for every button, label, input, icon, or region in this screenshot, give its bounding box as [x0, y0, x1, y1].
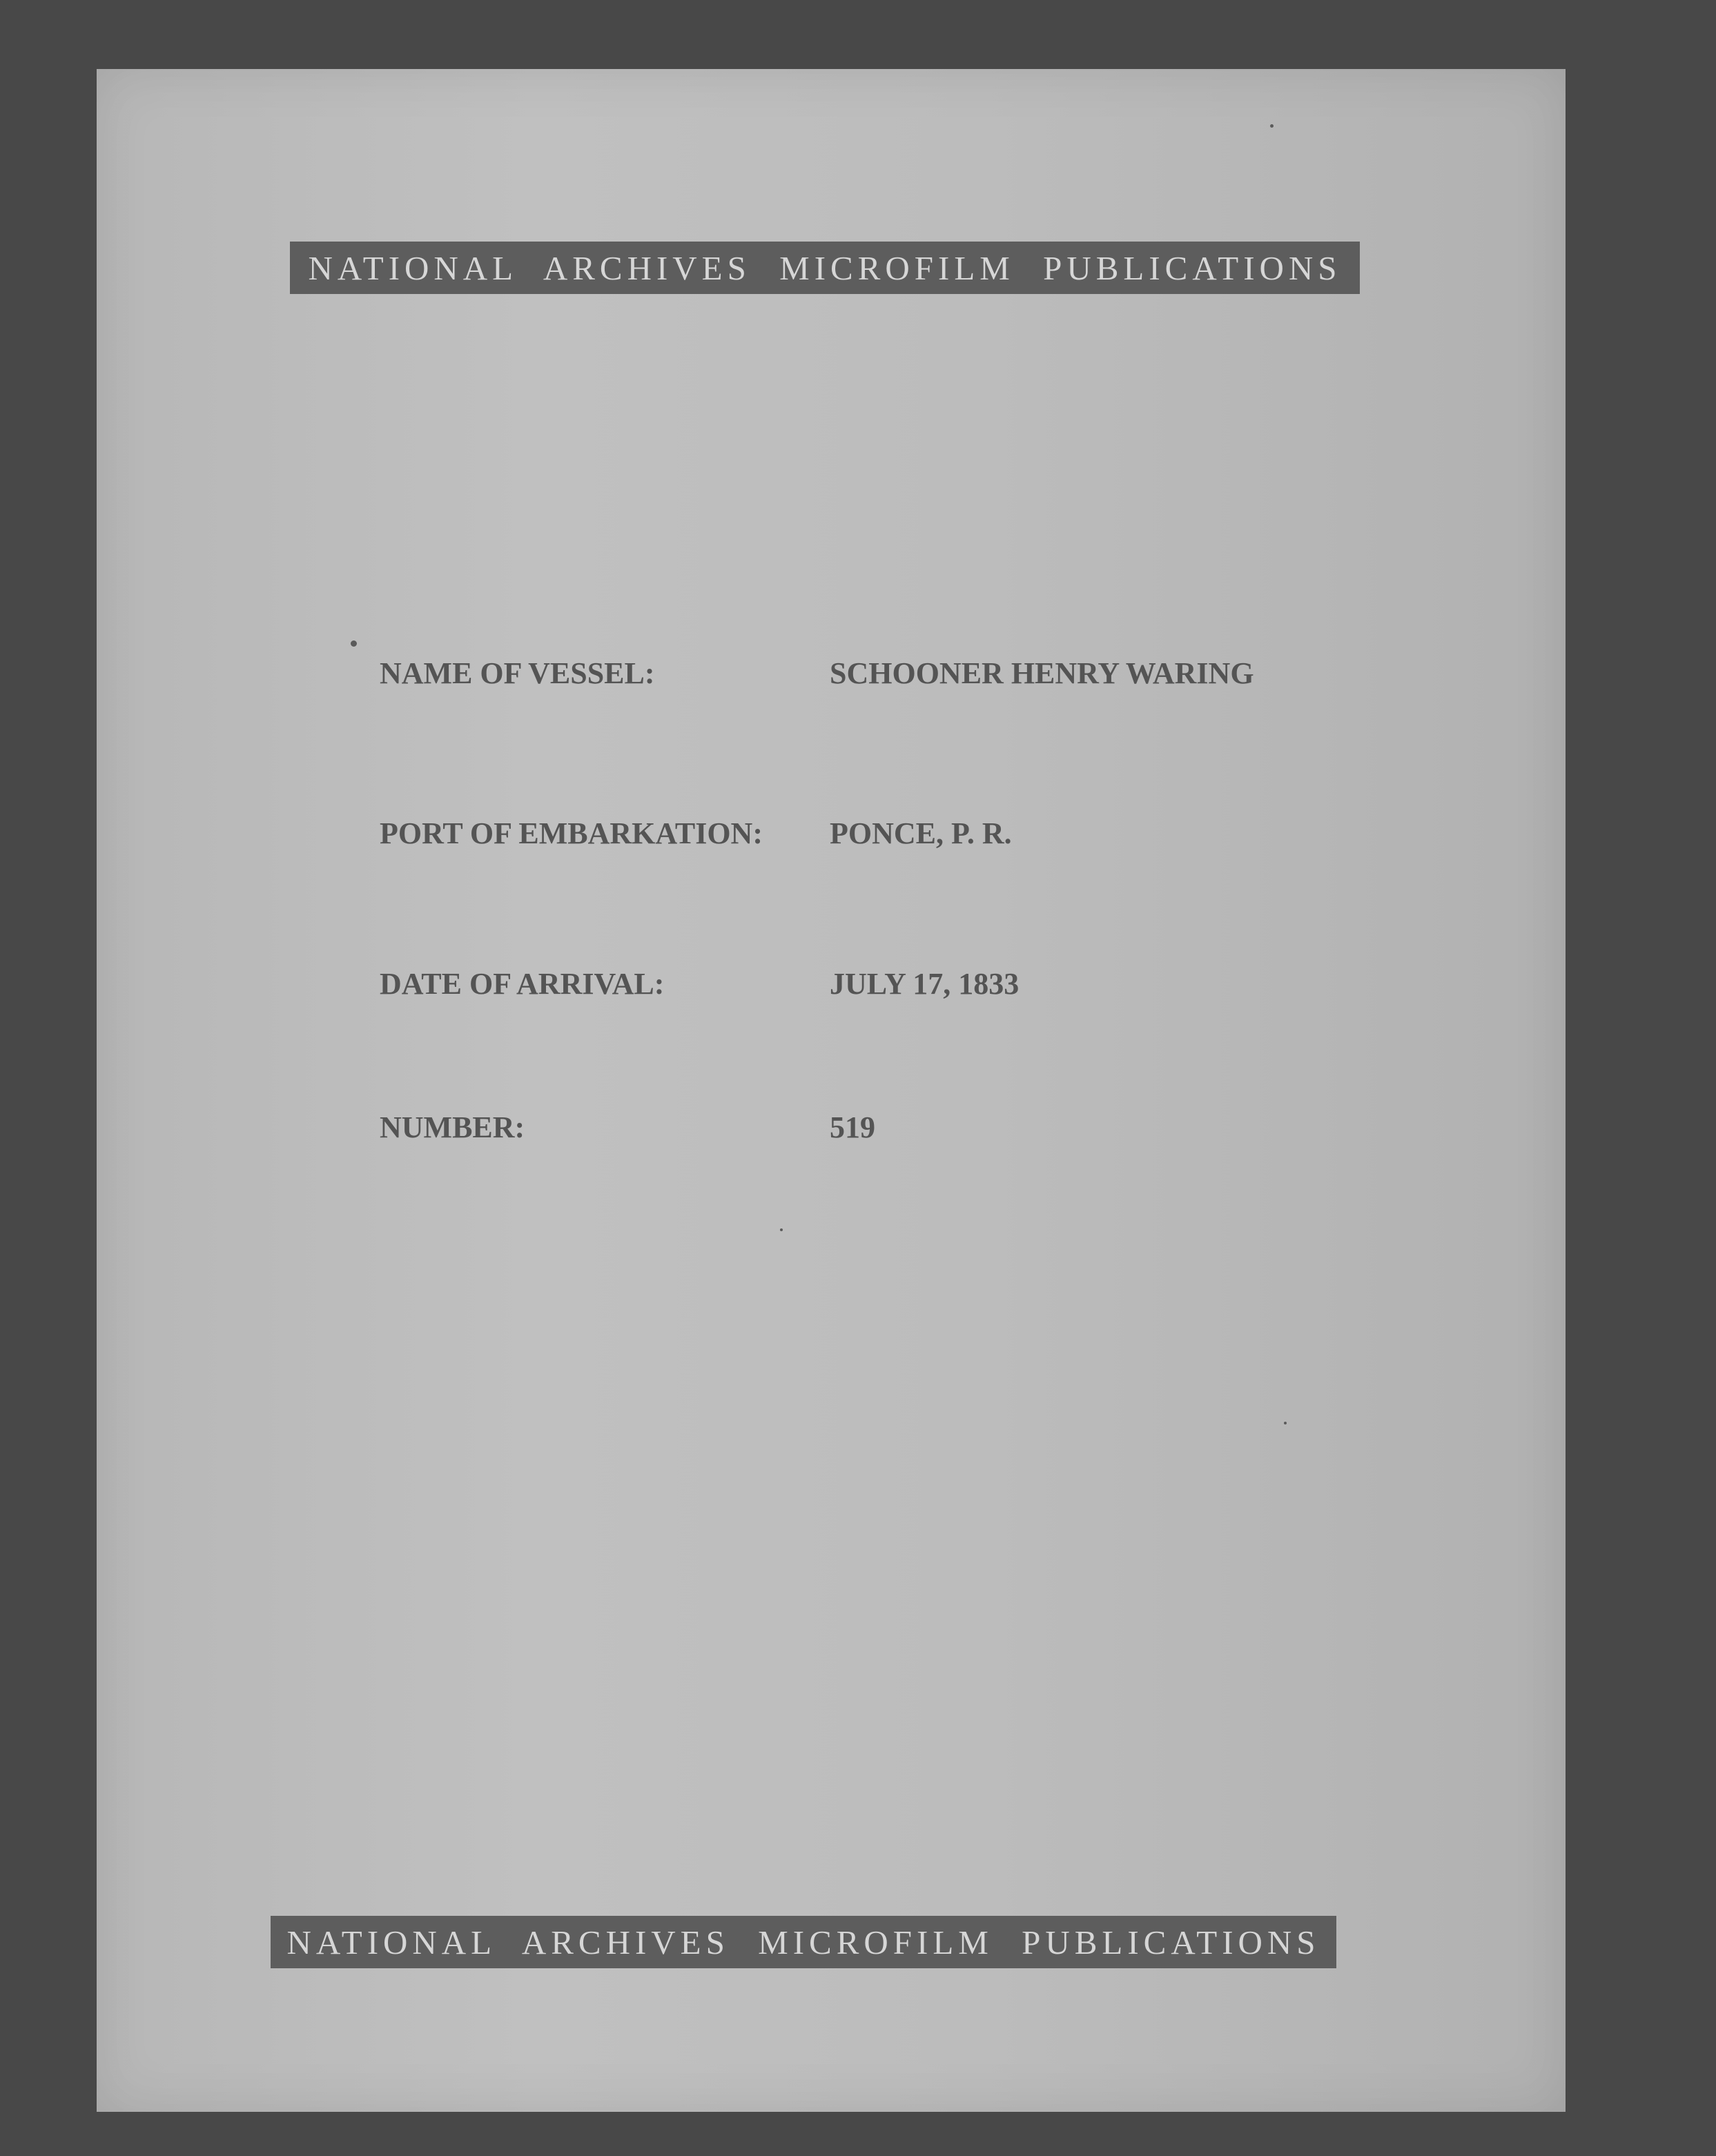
speck — [1284, 1422, 1287, 1424]
footer-banner: NATIONAL ARCHIVES MICROFILM PUBLICATIONS — [271, 1916, 1336, 1968]
vessel-name-value: SCHOONER HENRY WARING — [830, 656, 1254, 690]
document-sheet — [97, 69, 1566, 2112]
header-banner: NATIONAL ARCHIVES MICROFILM PUBLICATIONS — [290, 242, 1360, 294]
port-of-embarkation-label: PORT OF EMBARKATION: — [380, 816, 763, 850]
number-value: 519 — [830, 1110, 875, 1144]
speck — [780, 1228, 783, 1231]
vessel-name-label: NAME OF VESSEL: — [380, 656, 655, 690]
number-label: NUMBER: — [380, 1110, 525, 1144]
speck — [351, 640, 357, 647]
date-of-arrival-label: DATE OF ARRIVAL: — [380, 967, 665, 1001]
speck — [1270, 124, 1274, 128]
date-of-arrival-value: JULY 17, 1833 — [830, 967, 1020, 1001]
port-of-embarkation-value: PONCE, P. R. — [830, 816, 1012, 850]
